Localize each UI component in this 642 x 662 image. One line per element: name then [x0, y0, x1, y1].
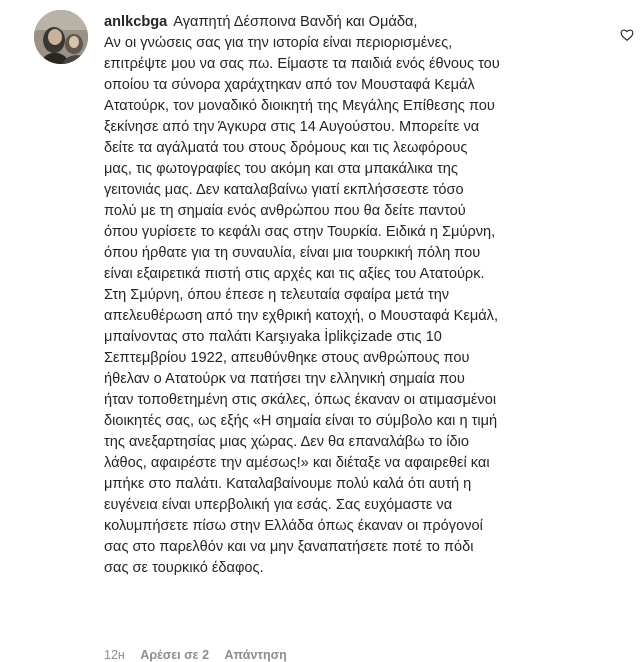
comment-text-line: όπου ήρθατε για τη συναυλία, είναι μια τουρκική πόλη που: [104, 245, 481, 261]
comment-text-line: διοικητές σας, ως εξής «Η σημαία είναι το σύμβολο και η τιμή: [104, 413, 498, 429]
username[interactable]: anlkcbga: [104, 14, 168, 30]
comment-text-line: όπου γυρίσετε το κεφάλι σας στην Τουρκία. Ειδικά η Σμύρνη,: [104, 224, 496, 240]
comment-time[interactable]: 12н: [104, 648, 125, 662]
comment-text: [104, 33, 604, 579]
comment-text-line: μας, τις φωτογραφίες του ακόμη και στα μπακάλικα της: [104, 161, 458, 177]
comment-text-line: μπαίνοντας στο παλάτι Karşıyaka İplikçizade στις 10: [104, 329, 442, 345]
comment-text-line: σας σε τουρκικό έδαφος.: [104, 560, 264, 576]
comment-text-line: ήθελαν ο Ατατούρκ να πατήσει την ελληνική σημαία που: [104, 371, 465, 387]
comment-meta: [104, 648, 299, 662]
comment-text-line: Σεπτεμβρίου 1922, απευθύνθηκε στους ανθρώπους που: [104, 350, 470, 366]
comment-text-line: γειτονιάς μας. Δεν καταλαβαίνω γιατί εκπλήσσεστε τόσο: [104, 182, 464, 198]
comment-text-line: πολύ με τη σημαία ενός ανθρώπου που θα δείτε παντού: [104, 203, 466, 219]
comment-text-line: λάθος, αφαιρέστε την αμέσως!» και διέταξε να αφαιρεθεί και: [104, 455, 490, 471]
comment-text-line: σας στο παρελθόν και να μην ξαναπατήσετε ποτέ το πόδι: [104, 539, 474, 555]
comment-text-line: ήταν τοποθετημένη στις σκάλες, όπως έκαναν οι ατιμασμένοι: [104, 392, 497, 408]
comment-text-line: Αν οι γνώσεις σας για την ιστορία είναι περιορισμένες,: [104, 35, 453, 51]
comment-text-line: ευγένεια είναι υπερβολική για εσάς. Σας ευχόμαστε να: [104, 497, 453, 513]
comment-text-line: Αγαπητή Δέσποινα Βανδή και Ομάδα,: [173, 14, 418, 30]
avatar[interactable]: [34, 10, 88, 64]
comment-first-line: [104, 12, 604, 33]
comment-text-line: επιτρέψτε μου να σας πω. Είμαστε τα παιδιά ενός έθνους του: [104, 56, 500, 72]
comment-text-line: δείτε τα αγάλματά του στους δρόμους και τις λεωφόρους: [104, 140, 468, 156]
comment-text-line: ξεκίνησε από την Άγκυρα στις 14 Αυγούστου. Μπορείτε να: [104, 119, 480, 135]
comment-text-line: απελευθέρωση από την εχθρική κατοχή, ο Μουσταφά Κεμάλ,: [104, 308, 499, 324]
likes-count[interactable]: Αρέσει σε 2: [140, 648, 210, 662]
comment-text-line: κολυμπήσετε πίσω στην Ελλάδα όπως έκαναν οι πρόγονοί: [104, 518, 483, 534]
avatar-photo: [34, 10, 88, 64]
comment-body: [104, 12, 604, 579]
comment-text-line: Στη Σμύρνη, όπου έπεσε η τελευταία σφαίρα μετά την: [104, 287, 450, 303]
heart-outline-icon[interactable]: [620, 28, 634, 42]
comment-text-line: μπήκε στο παλάτι. Καταλαβαίνουμε πολύ καλά ότι αυτή η: [104, 476, 472, 492]
reply-button[interactable]: Απάντηση: [224, 648, 287, 662]
comment-text-line: οποίου τα σύνορα χαράχτηκαν από τον Μουσταφά Κεμάλ: [104, 77, 475, 93]
comment-text-line: Ατατούρκ, τον μοναδικό διοικητή της Μεγάλης Επίθεσης που: [104, 98, 495, 114]
comment-text-line: είναι εξαιρετικά πιστή στις αρχές και τις αξίες του Ατατούρκ.: [104, 266, 485, 282]
comment-text-line: της ανεξαρτησίας μιας χώρας. Δεν θα επαναλάβω το ίδιο: [104, 434, 470, 450]
